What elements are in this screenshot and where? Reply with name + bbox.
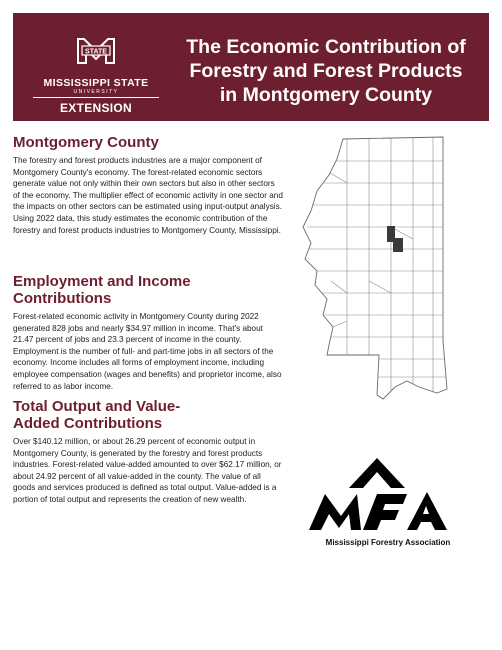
msu-university: UNIVERSITY: [73, 89, 119, 95]
montgomery-county-highlight: [387, 226, 403, 252]
mfa-caption: Mississippi Forestry Association: [325, 538, 451, 547]
header-banner: [13, 13, 489, 121]
badge-text: STATE: [85, 48, 107, 56]
logo-divider: [33, 97, 159, 98]
section-output-value-added: [13, 398, 283, 506]
section-body: Forest-related economic activity in Montgomery County during 2022 generated 828 jobs and nearly $34.97 million in income. That's about 21.47 percent of jobs and 23.3 percent of income in the county. Employment is the number of full- and part-time jobs in all sectors of the economy. Income includes all forms of employment income, including employee compensation (wages and benefits) and proprietor income, also referred to as labor income.: [13, 312, 282, 391]
county-grid: [307, 137, 447, 391]
section-body: The forestry and forest products industries are a major component of Montgomery County's economy. The forest-related economic sectors generate value not only within their own sectors but also in other sectors of the economy. The multiplier effect of economic activity in one sector and the impacts on other sectors can be estimated using input-output analysis. Using 2022 data, this study estimates the economic contribution of the forestry and forest products industries to Montgomery County, Mississippi.: [13, 156, 283, 235]
section-montgomery-county: [13, 134, 283, 236]
mfa-logo-text: MFA: [386, 553, 390, 554]
section-heading: Employment and Income Contributions: [13, 273, 191, 307]
msu-name: MISSISSIPPI STATE: [43, 77, 149, 89]
section-heading: Total Output and Value- Added Contributions: [13, 398, 181, 432]
msu-extension: EXTENSION: [59, 101, 133, 115]
section-heading: Montgomery County: [13, 134, 159, 151]
section-employment-income: [13, 273, 283, 392]
mississippi-county-map: [287, 131, 477, 451]
page-title: The Economic Contribution of Forestry and Forest Products in Montgomery County: [186, 36, 466, 106]
tree-icon: [349, 458, 405, 488]
msu-m-badge-icon: [76, 35, 116, 67]
state-outline: [303, 137, 447, 399]
msu-extension-logo: [13, 13, 173, 121]
section-body: Over $140.12 million, or about 26.29 percent of economic output in Montgomery County, is generated by the forestry and forest products industries. Forest-related value-added amounted to over $62.17 million, or about 24.92 percent of all value-added in the county. The value of all goods and services produced is defined as total output. Value-added is a portion of total output and represents the creation of new wealth.: [13, 437, 282, 504]
